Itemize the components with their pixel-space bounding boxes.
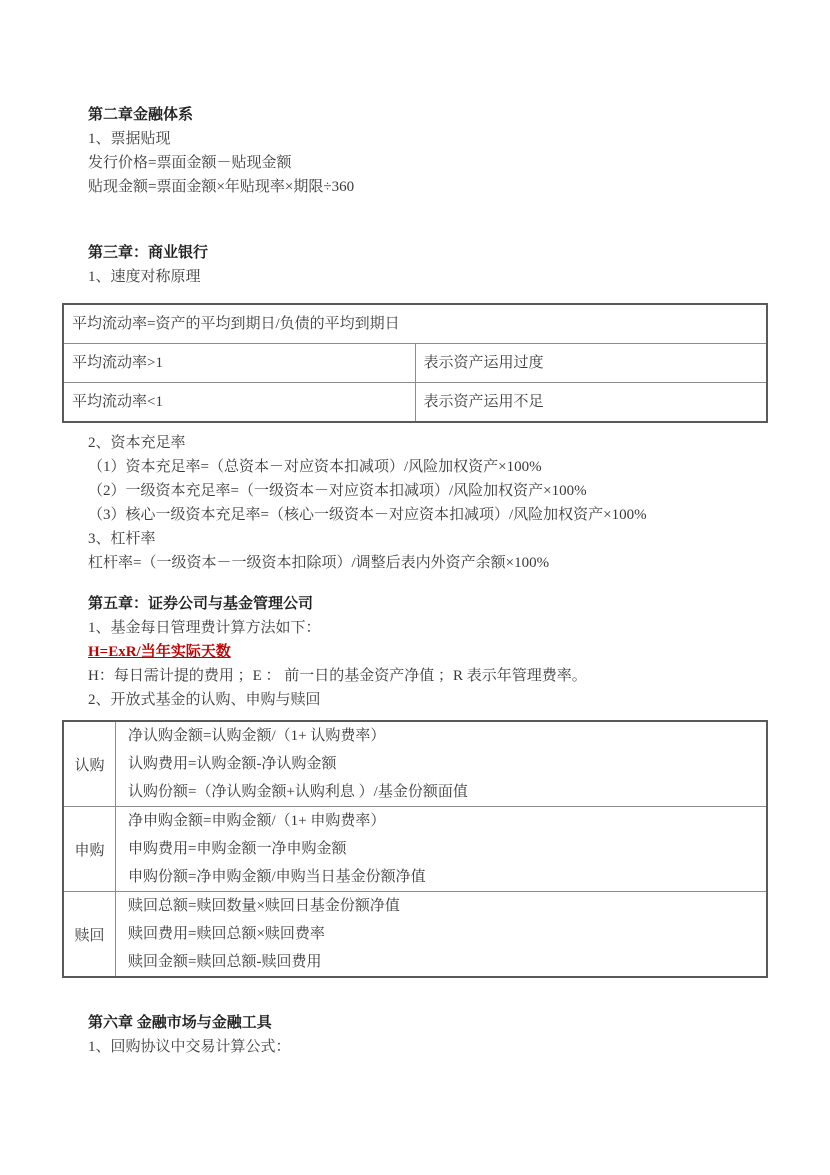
liquidity-gt1-cell: 平均流动率>1	[63, 344, 415, 383]
chapter-2-heading: 第二章金融体系	[88, 107, 194, 123]
ch6-list-item-repo: 1、回购协议中交易计算公式：	[88, 1039, 291, 1055]
open-fund-formula-table	[62, 720, 768, 978]
purchase-formulas-cell	[116, 807, 768, 892]
chapter-3-heading: 第三章：商业银行	[88, 245, 209, 261]
ch5-list-item-open-fund: 2、开放式基金的认购、申购与赎回	[88, 692, 321, 708]
formula-line: 认购费用=认购金额-净认购金额	[128, 756, 337, 772]
ch5-formula-red-line	[88, 640, 790, 664]
liquidity-gt1-meaning-cell: 表示资产运用过度	[415, 344, 767, 383]
ch3-formula-core-tier1-adequacy: （3）核心一级资本充足率=（核心一级资本－对应资本扣减项）/风险加权资产×100%	[88, 507, 647, 523]
ch3-formula-tier1-adequacy: （2）一级资本充足率=（一级资本－对应资本扣减项）/风险加权资产×100%	[88, 483, 587, 499]
ch5-list-item-mgmt-fee: 1、基金每日管理费计算方法如下：	[88, 620, 321, 636]
formula-line: 认购份额=（净认购金额+认购利息 ）/基金份额面值	[128, 784, 468, 800]
formula-line: 赎回金额=赎回总额-赎回费用	[128, 954, 322, 970]
ch3-formula-capital-adequacy: （1）资本充足率=（总资本－对应资本扣减项）/风险加权资产×100%	[88, 459, 542, 475]
ch3-list-item: 1、速度对称原理	[88, 269, 201, 285]
subscription-formulas-cell	[116, 721, 768, 807]
row-label-redemption: 赎回	[63, 892, 116, 978]
redemption-formulas-cell	[116, 892, 768, 978]
liquidity-ratio-table	[62, 303, 768, 423]
row-label-purchase: 申购	[63, 807, 116, 892]
table-row	[63, 383, 767, 423]
ch2-formula-issue-price: 发行价格=票面金额－贴现金额	[88, 155, 292, 171]
ch3-formula-leverage: 杠杆率=（一级资本－一级资本扣除项）/调整后表内外资产余额×100%	[88, 555, 550, 571]
liquidity-lt1-meaning-cell: 表示资产运用不足	[415, 383, 767, 423]
formula-line: 申购费用=申购金额一净申购金额	[128, 841, 347, 857]
ch2-formula-discount-amount: 贴现金额=票面金额×年贴现率×期限÷360	[88, 179, 355, 195]
formula-line: 赎回费用=赎回总额×赎回费率	[128, 926, 325, 942]
chapter-5-heading: 第五章：证券公司与基金管理公司	[88, 596, 314, 612]
formula-line: 申购份额=净申购金额/申购当日基金份额净值	[128, 869, 426, 885]
mgmt-fee-formula-highlight: H=ExR/当年实际天数	[88, 644, 231, 660]
ch2-list-item: 1、票据贴现	[88, 131, 171, 147]
chapter-6-heading: 第六章 金融市场与金融工具	[88, 1015, 272, 1031]
formula-line: 净认购金额=认购金额/（1+ 认购费率）	[128, 728, 386, 744]
formula-line: 净申购金额=申购金额/（1+ 申购费率）	[128, 813, 386, 829]
ch5-formula-legend: H：每日需计提的费用 ；E ： 前一日的基金资产净值 ；R 表示年管理费率。	[88, 668, 587, 684]
table-row-subscription	[63, 721, 767, 807]
table-row	[63, 304, 767, 344]
ch3-list-item-capital-adequacy: 2、资本充足率	[88, 435, 186, 451]
liquidity-definition-cell: 平均流动率=资产的平均到期日/负债的平均到期日	[63, 304, 767, 344]
table-row-redemption	[63, 892, 767, 978]
table-row	[63, 344, 767, 383]
liquidity-lt1-cell: 平均流动率<1	[63, 383, 415, 423]
formula-line: 赎回总额=赎回数量×赎回日基金份额净值	[128, 898, 400, 914]
table-row-purchase	[63, 807, 767, 892]
ch3-list-item-leverage: 3、杠杆率	[88, 531, 156, 547]
row-label-subscription: 认购	[63, 721, 116, 807]
